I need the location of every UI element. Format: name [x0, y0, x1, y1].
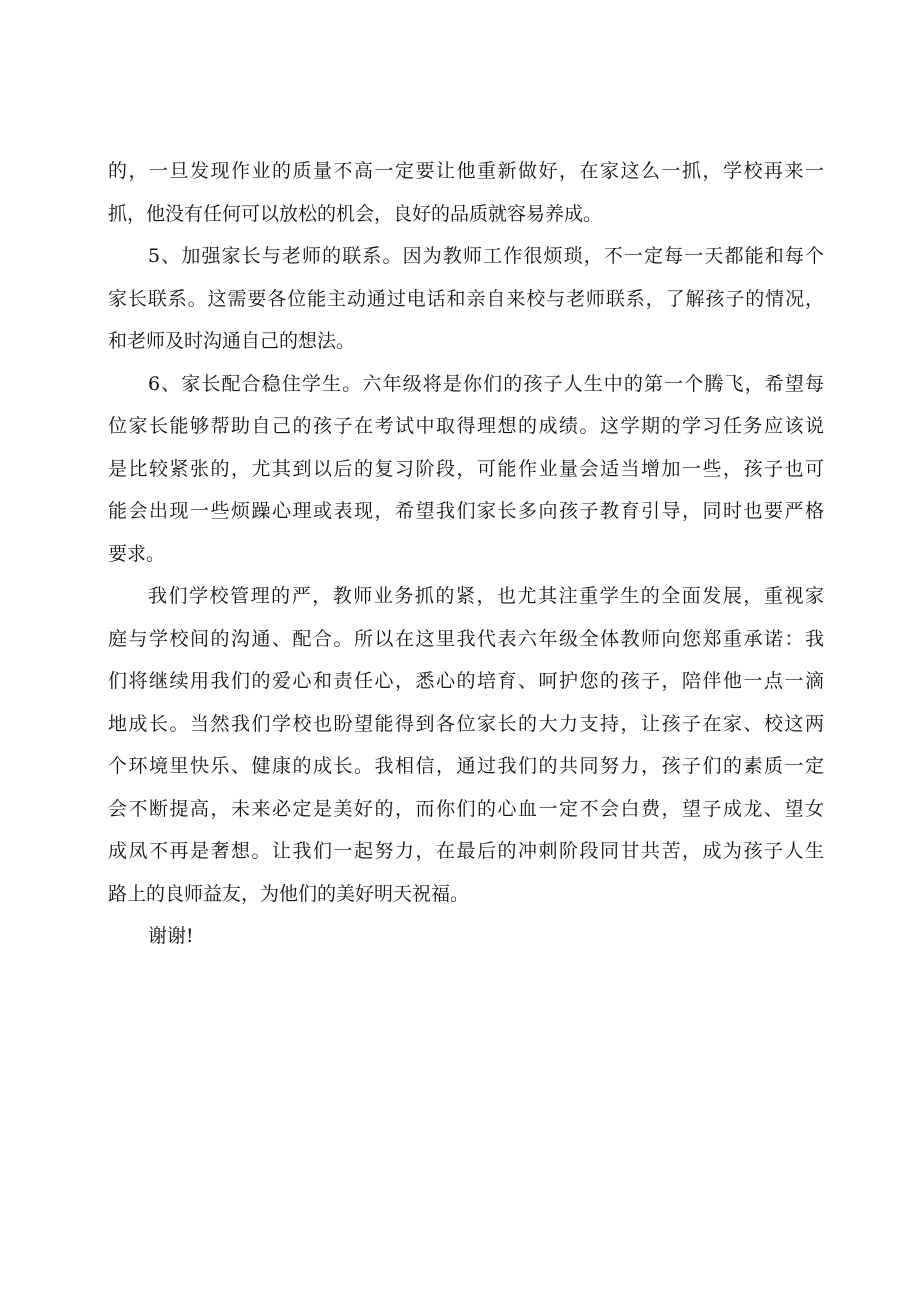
text-line: 要求。: [108, 542, 166, 565]
text-line: 个环境里快乐、健康的成长。我相信，通过我们的共同努力，孩子们的素质一定: [108, 755, 824, 777]
paragraph: [108, 363, 824, 576]
paragraph: [108, 915, 824, 958]
text-line: 和老师及时沟通自己的想法。: [108, 330, 356, 352]
text-line: 5、加强家长与老师的联系。因为教师工作很烦琐，不一定每一天都能和每个: [148, 245, 824, 267]
paragraph: [108, 150, 824, 235]
document-body: [108, 150, 824, 958]
text-line: 能会出现一些烦躁心理或表现，希望我们家长多向孩子教育引导，同时也要严格: [108, 500, 824, 522]
text-line: 们将继续用我们的爱心和责任心，悉心的培育、呵护您的孩子，陪伴他一点一滴: [108, 670, 824, 692]
text-line: 的，一旦发现作业的质量不高一定要让他重新做好，在家这么一抓，学校再来一: [108, 160, 824, 182]
closing-line: 谢谢!: [148, 925, 194, 947]
paragraph: [108, 575, 824, 915]
text-line: 6、家长配合稳住学生。六年级将是你们的孩子人生中的第一个腾飞，希望每: [148, 372, 824, 395]
text-line: 地成长。当然我们学校也盼望能得到各位家长的大力支持，让孩子在家、校这两: [108, 712, 824, 735]
text-line: 成凤不再是奢想。让我们一起努力，在最后的冲刺阶段同甘共苦，成为孩子人生: [108, 840, 824, 862]
text-line: 是比较紧张的，尤其到以后的复习阶段，可能作业量会适当增加一些，孩子也可: [108, 457, 824, 480]
text-line: 我们学校管理的严，教师业务抓的紧，也尤其注重学生的全面发展，重视家: [148, 585, 824, 607]
text-line: 抓，他没有任何可以放松的机会，良好的品质就容易养成。: [108, 202, 603, 225]
text-line: 家长联系。这需要各位能主动通过电话和亲自来校与老师联系，了解孩子的情况，: [108, 287, 824, 310]
text-line: 位家长能够帮助自己的孩子在考试中取得理想的成绩。这学期的学习任务应该说: [108, 415, 824, 437]
text-line: 庭与学校间的沟通、配合。所以在这里我代表六年级全体教师向您郑重承诺：我: [108, 627, 824, 650]
text-line: 路上的良师益友，为他们的美好明天祝福。: [108, 882, 470, 905]
paragraph: [108, 235, 824, 363]
text-line: 会不断提高，未来必定是美好的，而你们的心血一定不会白费，望子成龙、望女: [108, 797, 824, 820]
